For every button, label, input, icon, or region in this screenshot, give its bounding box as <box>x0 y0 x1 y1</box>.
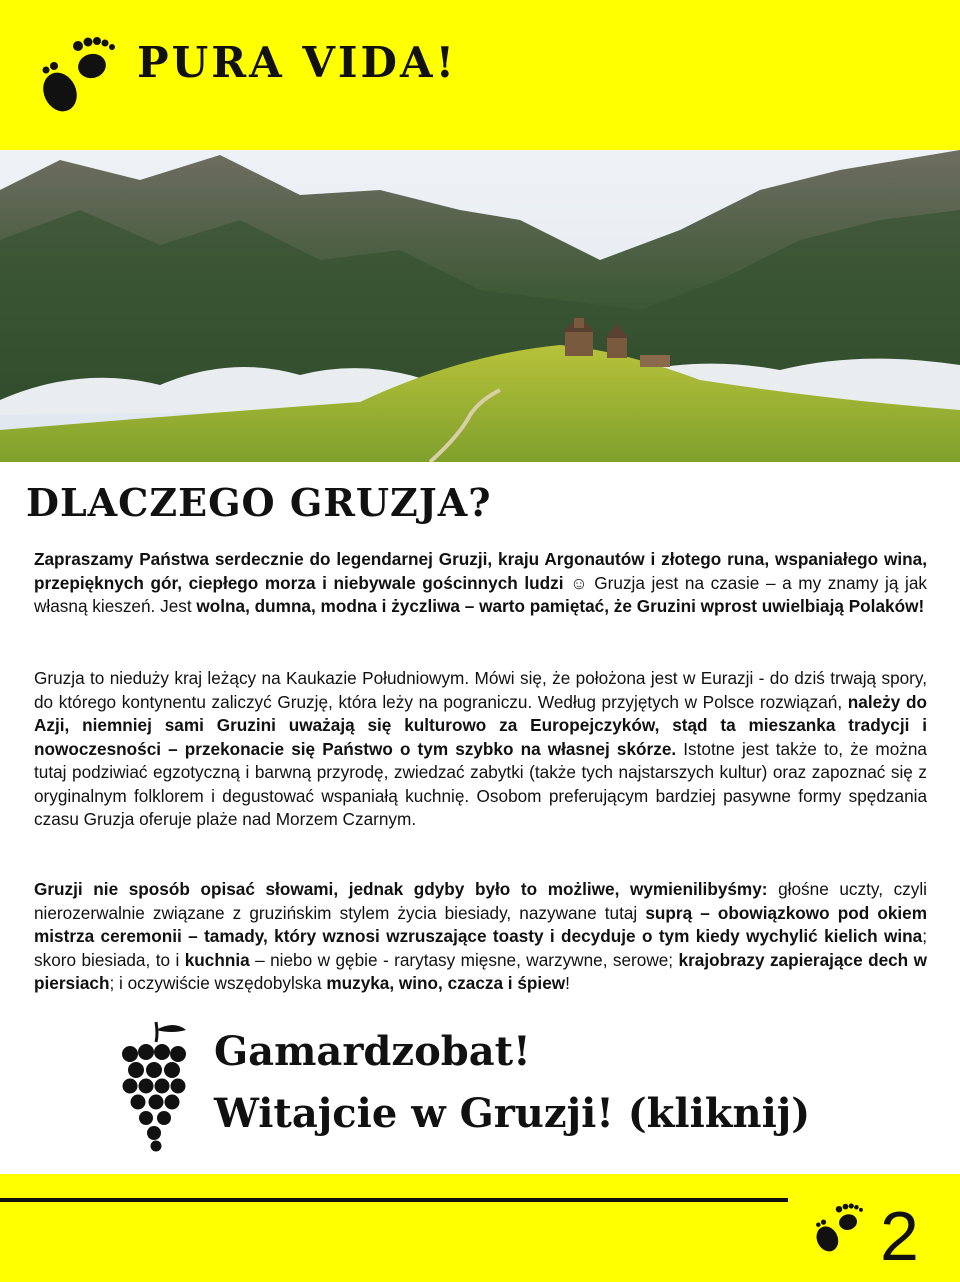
culture-text-2: ; skoro biesiada, to i <box>34 926 927 970</box>
mountain-church-photo <box>0 150 960 462</box>
culture-text-4: ; i oczywiście wszędobylska <box>109 973 327 993</box>
culture-text-5: ! <box>565 973 570 993</box>
intro-text: Gruzja jest na czasie – a my znamy ją jak własną kieszeń. Jest <box>34 572 927 616</box>
footprints-icon <box>808 1200 870 1252</box>
culture-text-3: – niebo w gębie - rarytasy mięsne, warzywne, serowe; <box>249 949 679 970</box>
smiley-icon: ☺ <box>570 572 588 593</box>
welcome-link[interactable]: Witajcie w Gruzji! (kliknij) <box>214 1090 811 1137</box>
page-number: 2 <box>880 1197 919 1275</box>
cuisine-highlight: kuchnia <box>184 949 250 970</box>
music-highlight: muzyka, wino, czacza i śpiew <box>326 973 566 993</box>
footer-divider <box>0 1198 788 1202</box>
brand-title: PURA VIDA! <box>137 38 458 87</box>
section-heading: DLACZEGO GRUZJA? <box>26 480 492 525</box>
footprints-icon <box>30 32 126 112</box>
geography-paragraph <box>34 667 927 832</box>
intro-text-bold: Zapraszamy Państwa serdecznie do legendarnej Gruzji, kraju Argonautów i złotego runa, wspaniałego wina, przepięknych gór, ciepłego morza i niebywale gościnnych ludzi <box>34 549 927 593</box>
supra-highlight: suprą – obowiązkowo pod okiem mistrza ceremonii – tamady, który wznosi wzruszające toasty i decyduje o tym kiedy wychylić kielich wina <box>34 902 928 946</box>
intro-highlight: wolna, dumna, modna i życzliwa – warto pamiętać, że Gruzini wprost uwielbiają Polaków! <box>196 596 925 616</box>
culture-text-1: głośne uczty, czyli nierozerwalnie związane z gruzińskim stylem życia biesiady, nazywane tutaj <box>34 879 927 923</box>
geography-text: Gruzja to nieduży kraj leżący na Kaukazie Południowym. Mówi się, że położona jest w Eurazji - do dziś trwają spory, do którego kontynentu zaliczyć Gruzję, która leży na pograniczu. Według przyjętych w Polsce rozwiązań, <box>34 668 927 712</box>
geography-highlight: należy do Azji, niemniej sami Gruzini uważają się kulturowo za Europejczyków, stąd ta mieszanka tradycji i nowoczesności – przekonacie się Państwo o tym szybko na własnej skórze. <box>34 691 927 759</box>
culture-paragraph <box>34 878 927 996</box>
intro-paragraph <box>34 548 927 619</box>
geography-text-continued: Istotne jest także to, że można tutaj podziwiać egzotyczną i barwną przyrodę, zwiedzać zabytki (także tych najstarszych kultur) oraz zapoznać się z oryginalnym folklorem i degustować wspaniałą kuchnię. Osobom preferującym bardziej pasywne formy spędzania czasu Gruzja oferuje plaże nad Morzem Czarnym. <box>34 738 927 829</box>
culture-lead: Gruzji nie sposób opisać słowami, jednak gdyby było to możliwe, wymienilibyśmy: <box>34 879 768 899</box>
greeting-text: Gamardzobat! <box>214 1028 531 1075</box>
grapes-icon <box>116 1020 196 1152</box>
landscape-highlight: krajobrazy zapierające dech w piersiach <box>34 949 927 993</box>
